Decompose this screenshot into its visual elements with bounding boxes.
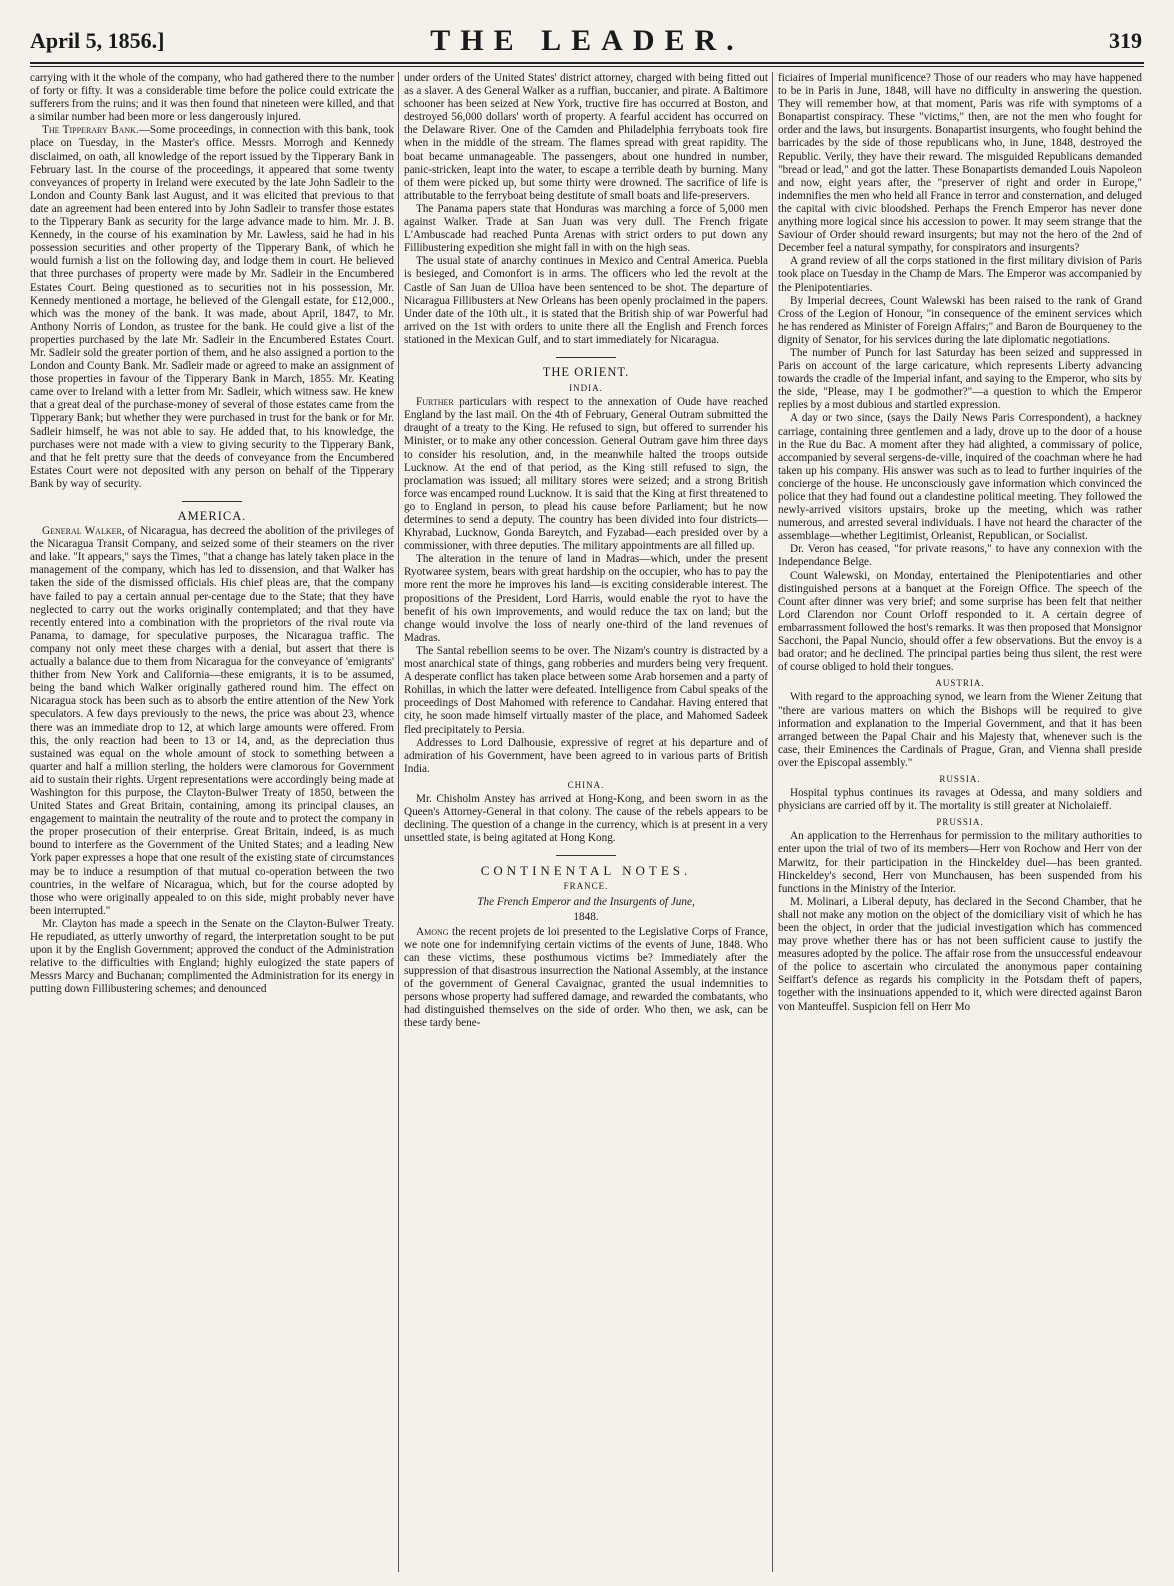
lead-in: The Tipperary Bank.	[42, 124, 139, 137]
paragraph: The alteration in the tenure of land in Madras—which, under the present Ryotwaree system, bears with great hardship on the occupier, who has to pay the more rent the more he improves his land—is exciting considerable interest. The propositions of the President, Lord Harris, would enable the ryot to have the benefit of his own improvements, and would reduce the tax on land; but the change would involve the loss of nearly one-third of the land revenues of Madras.	[404, 553, 768, 644]
newspaper-title: THE LEADER.	[430, 24, 744, 57]
masthead	[30, 22, 1144, 62]
section-heading-america: AMERICA.	[177, 509, 247, 523]
paragraph: Mr. Clayton has made a speech in the Senate on the Clayton-Bulwer Treaty. He repudiated, as utterly unworthy of regard, the interpretation sought to be put upon it by the English Government; approved the conduct of the Administration relative to the difficulties with England; highly eulogized the state papers of Messrs Marcy and Buchanan; complimented the Administration for its energy in putting down Fillibustering schemes; and denounced	[30, 917, 394, 996]
subheading-india: INDIA.	[569, 383, 603, 394]
paragraph: Dr. Veron has ceased, "for private reasons," to have any connexion with the Independance Belge.	[778, 543, 1142, 569]
paragraph: The number of Punch for last Saturday has been seized and suppressed in Paris on account of the large caricature, which represents Liberty advancing towards the cradle of the Imperial infant, and saying to the Emperor, who sits by the side, "Please, may I be godmother?"—a question to which the Emperor replies by a most dubious and startled expression.	[778, 346, 1142, 412]
paragraph: An application to the Herrenhaus for permission to the military authorities to enter upon the trial of two of its members—Herr von Rochow and Herr von der Marwitz, for their participation in the Hinckeldey duel—has been granted. Hinckeldey's second, Herr von Munchausen, has been suspended from his functions in the Ministry of the Interior.	[778, 830, 1142, 895]
column-2	[404, 72, 768, 1578]
column-divider	[772, 72, 773, 1572]
column-3	[778, 72, 1142, 1578]
article-title: The French Emperor and the Insurgents of June,	[477, 895, 695, 908]
paragraph-text: particulars with respect to the annexation of Oude have reached England by the last mail. On the 4th of February, General Outram submitted the draught of a treaty to the King. He refused to sign, but offered to surrender his Minister, or to make any other concession. General Outram gave him three days to consider his resolution, and, in the meanwhile halted the troops outside Lucknow. At the end of that period, as the King still refused to sign, the proclamation was issued; all military stores were seized; and a strong British force was encamped round Lucknow. It is said that the King at first threatened to go to England in person, to plead his cause before Parliament; but he now determines to send a deputy. The country has been divided into four districts—Khyrabad, Lucknow, Gonda Bareytch, and Fyzabad—each presided over by a commissioner, with three deputies. The military appointments are all filled up.	[404, 396, 768, 553]
paragraph: under orders of the United States' district attorney, charged with being fitted out as a slaver. A des General Walker as a ruffian, buccanier, and pirate. A Baltimore schooner has been seized at New York, tructive fire has occurred at Boston, and destroyed 56,000 dollars' worth of property. A fearful accident has occurred on the Delaware River. One of the Camden and Philadelphia ferryboats took fire when in the middle of the stream. The flames spread with great rapidity. The boat became unmanageable. The passengers, about one hundred in number, panic-stricken, leapt into the water, to escape a terrible death by burning. Many of them were picked up, but some thirty were drowned. The sacrifice of life is attributable to the ferryboat being destitute of small boats and life-preservers.	[404, 72, 768, 202]
lead-in: General Walker,	[42, 525, 125, 538]
section-heading-continental: CONTINENTAL NOTES.	[480, 863, 692, 879]
section-heading-orient: THE ORIENT.	[542, 364, 630, 379]
paragraph: M. Molinari, a Liberal deputy, has declared in the Second Chamber, that he shall not make any motion on the object of the domiciliary visit of which he has been the object, in order that the judicial investigation which has commenced may prove whether there has or has not been sufficient cause to justify the measures adopted by the police. The affair rose from the unsuccessful endeavour of the police to ascertain who circulated the anonymous paper containing Seiffart's defence as regards his complicity in the Potsdam theft of papers, together with the insinuations appended to it, which were directed against Baron von Manteuffel. Suspicion fell on Herr Mo	[778, 895, 1142, 1013]
paragraph: Mr. Chisholm Anstey has arrived at Hong-Kong, and been sworn in as the Queen's Attorney-General in that colony. The cause of the rebels appears to be declining. The question of a change in the currency, which is at present in a very unsettled state, is being agitated at Hong Kong.	[404, 792, 768, 845]
paragraph: The Panama papers state that Honduras was marching a force of 5,000 men against Walker. Trade at San Juan was very dull. The French frigate L'Ambuscade had reached Punta Arenas with strict orders to put down any Fillibustering expedition she might fall in with on the high seas.	[404, 202, 768, 255]
paragraph: A day or two since, (says the Daily News Paris Correspondent), a hackney carriage, containing three gentlemen and a lady, drove up to the door of a house in the Rue du Bac. A moment after they had alighted, a commissary of police, accompanied by several sergens-de-ville, inquired of the coachman where he had taken up his company. His answer was such as to lead to further inquiries of the concierge of the house. He unconsciously gave information which convinced the police that they had found out a clandestine political meeting. They followed the newly-arrived visitors upstairs, broke up the meeting, which was rather numerous, and arrested several individuals. I have not heard the character of the assemblage—whether Legitimist, Orleanist, Republican, or Socialist.	[778, 412, 1142, 543]
paragraph: Hospital typhus continues its ravages at Odessa, and many soldiers and physicians are carried off by it. The mortality is still greater at Nicholaieff.	[778, 787, 1142, 813]
subheading-prussia: PRUSSIA.	[936, 817, 984, 828]
masthead-rule	[30, 62, 1144, 64]
paragraph: The Santal rebellion seems to be over. The Nizam's country is distracted by a most anarchical state of things, gang robberies and murders being very frequent. A desperate conflict has taken place between some Arab horsemen and a party of Rohillas, in which the latter were defeated. Intelligence from Cabul speaks of the proceedings of Dost Mahomed with reference to Candahar. Having entered that city, he soon made himself virtually master of the place, and Mahomed Sadeek fled precipitately to Persia.	[404, 644, 768, 736]
paragraph-tipperary	[30, 124, 394, 491]
paragraph: carrying with it the whole of the company, who had gathered there to the number of forty or fifty. It was a considerable time before the police could extricate the sufferers from the ruins; and it was then found that nineteen were killed, and that a similar number had been more or less dangerously injured.	[30, 72, 394, 124]
section-rule	[182, 501, 242, 502]
paragraph-india	[404, 396, 768, 553]
paragraph: ficiaires of Imperial munificence? Those of our readers who may have happened to be in Paris in June, 1848, will have no difficulty in answering the question. They will remember how, at that moment, Paris was rife with symptoms of a Bonapartist conspiracy. These "victims," then, are not the men who fought for order and the laws, but insurgents. Bonapartist insurgents, who fought behind the barricades by the side of those republicans who, in June, 1848, destroyed the Republic. Verily, they have their reward. The misguided Republicans demanded "bread or lead," and got the latter. These Bonapartists demanded Louis Napoleon and now, eight years after, the "preserver of right and order in Europe," indemnifies the men who held all France in terror and consternation, and deluged the capital with civic bloodshed. Perhaps the French Emperor has never done anything more logical since his accession to power. It may seem strange that the Saviour of Order should reward insurgents; but may not the hero of the 2nd of December feel a natural sympathy, for conspirators and insurgents?	[778, 72, 1142, 255]
subheading-austria: AUSTRIA.	[935, 678, 985, 689]
paragraph-text: the recent projets de loi presented to the Legislative Corps of France, we note one for indemnifying certain victims of the events of June, 1848. Who can these victims, these posthumous victims be? Immediately after the suppression of that disastrous insurrection the National Assembly, at the instance of the government of General Cavaignac, granted the usual indemnities to persons whose property had suffered damage, and rewarded the combatants, who had distinguished themselves on the side of order. Who then, we ask, can be these tardy bene-	[404, 925, 768, 1030]
page-number: 319	[1109, 28, 1142, 53]
paragraph: The usual state of anarchy continues in Mexico and Central America. Puebla is besieged, and Comonfort is in arms. The officers who led the revolt at the Castle of San Juan de Ulloa have been sentenced to be shot. The departure of Nicaragua Fillibusters at New Orleans has been openly proclaimed in the papers. Under date of the 10th ult., it is stated that the British ship of war Powerful had arrived on the 1st with orders to unite there all the English and French forces stationed in the Mexican Gulf, and to start immediately for Nicaragua.	[404, 255, 768, 346]
subheading-france: FRANCE.	[563, 881, 609, 892]
article-year: 1848.	[573, 910, 599, 923]
subheading-china: CHINA.	[567, 779, 605, 790]
paragraph: Addresses to Lord Dalhousie, expressive of regret at his departure and of admiration of his Government, have been agreed to in various parts of British India.	[404, 736, 768, 775]
lead-in: Among	[416, 925, 449, 938]
paragraph-text: —Some proceedings, in connection with this bank, took place on Tuesday, in the Master's office. Messrs. Morrogh and Kennedy disclaimed, on oath, all knowledge of the report issued by the Tipperary Bank in February last. In the course of the proceedings, it appeared that some twenty conveyances of property in Ireland were executed by the late John Sadleir to the London and County Bank last August, and it was elicited that previous to that date an agreement had been entered into by John Sadleir to transfer those estates to the Tipperary Bank as security for the large advance made to him. Mr. J. B. Kennedy, in the course of his examination by Mr. Lawless, said he had in his possession securities and other property of the Tipperary Bank, of which he would furnish a list on the following day, and lodge them in court. He believed that three purchases of property were made by Mr. Sadleir in the Encumbered Estates Court. Being questioned as to securities not in his possession, Mr. Kennedy mentioned a mortage, he believed of the Glengall estate, for £12,000., which was the money of the bank. It was made, about April, 1847, to Mr. Anthony Norris of London, as trustee for the bank. He could give a list of the properties purchased by the late Mr. Sadleir in the Encumbered Estates Court. Mr. Sadleir sold the greater portion of them, and he also assigned a portion to the London and County Bank. Mr. Sadleir made or agreed to make an assignment of those properties in favour of the Tipperary Bank in March, 1855. Mr. Keating came over to Ireland with a letter from Mr. Sadleir, which witness saw. He knew that a great deal of the purchase-money of several of those estates came from the Tipperary Bank; but whether they were purchased in trust for the bank or for Mr. Sadleir himself, he was not able to say. He added that, to his knowledge, the purchases were not made with a view to giving security to the Tipperary Bank, and that he felt pretty sure that the deeds of conveyance from the Encumbered Estates Court were not deposited with any person on behalf of the Tipperary Bank by way of security.	[30, 124, 394, 490]
section-rule	[556, 855, 616, 856]
paragraph: By Imperial decrees, Count Walewski has been raised to the rank of Grand Cross of the Legion of Honour, "in consequence of the eminent services which he has rendered as Minister of Foreign Affairs;" and Baron de Bourqueney to the dignity of Senator, for his services during the late diplomatic negotiations.	[778, 294, 1142, 346]
paragraph: A grand review of all the corps stationed in the first military division of Paris took place on Tuesday in the Champ de Mars. The Emperor was accompanied by the Plenipotentiaries.	[778, 255, 1142, 294]
subheading-russia: RUSSIA.	[939, 773, 981, 784]
masthead-rule-thin	[30, 66, 1144, 67]
paragraph-france	[404, 926, 768, 1031]
section-rule	[556, 357, 616, 358]
paragraph-text: of Nicaragua, has decreed the abolition of the privileges of the Nicaragua Transit Company, and seized some of their steamers on the river and lake. "It appears," says the Times, "that a change has lately taken place in the management of the company, which has led to dissension, and that Walker has taken the side of the dismissed officials. His chief pleas are, that the company have failed to pay a certain annual per-centage due to the State; that they have neglected to carry out the works originally contemplated; and that they have recently entered into a combination with the proprietors of the rival route via Panama, to damage, for speculative purposes, the Nicaragua traffic. The company not only meet these charges with a denial, but assert that there is actually a balance due to them from Nicaragua for the conveyance of 'emigrants' thither from New York and California—these emigrants, it is to be assumed, being the band which Walker originally gathered round him. The effect on Nicaragua stock has been such as to absorb the entire attention of the New York speculators. A few days previously to the news, the price was about 23, whence there was an immediate drop to 12, at which large amounts were offered. From this, the only reaction had been to 13 or 14, and, as the depreciation thus sustained was equal on the whole amount of stock to something between a quarter and half a million sterling, the holders were clamorous for Government aid to sustain their rights. Urgent representations were accordingly being made at Washington for this purpose, the Clayton-Bulwer Treaty of 1850, between the United States and Great Britain, containing, among its principal clauses, an engagement to maintain the neutrality of the route and to protect the company in the proper prosecution of their enterprise. Great Britain, indeed, is as much bound to interfere as the Government of the United States; and a leading New York paper expresses a hope that one result of the existing state of circumstances may be to induce a resumption of that mutual co-operation between the two countries, in the welfare of Nicaragua, which, but for the course adopted by those who were originally appealed to on this side, might probably never have been interrupted."	[30, 525, 394, 917]
paragraph: With regard to the approaching synod, we learn from the Wiener Zeitung that "there are various matters on which the Bishops will be required to give information and explanation to the Imperial Government, and that it has been arranged between the Papal Chair and his Majesty that, whenever such is the case, their Eminences the Cardinals of Prague, Gran, and Vienna shall preside over the Episcopal assembly."	[778, 691, 1142, 769]
lead-in: Further	[416, 396, 454, 409]
paragraph: Count Walewski, on Monday, entertained the Plenipotentiaries and other distinguished persons at a banquet at the Foreign Office. The speech of the Count after dinner was very brief; and some surprise has been felt that neither Lord Clarendon nor Count Orloff responded to it. A certain degree of embarrassment followed the host's remarks. It was then proposed that Monsignor Sacchoni, the Papal Nuncio, should offer a few observations. But the envoy is a bad orator; and he declined. The principal parties being thus silent, the rest were of course obliged to hold their tongues.	[778, 569, 1142, 674]
column-divider	[398, 72, 399, 1572]
column-1	[30, 72, 394, 1578]
paragraph-walker	[30, 525, 394, 918]
issue-date: April 5, 1856.]	[30, 28, 165, 53]
